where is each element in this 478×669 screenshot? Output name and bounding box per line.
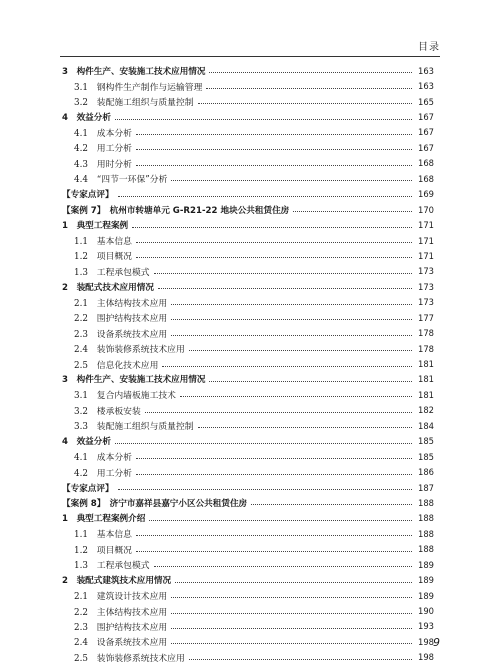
toc-entry-label: 4.2 用工分析 (74, 468, 132, 479)
toc-entry[interactable] (62, 356, 434, 371)
dot-leader (293, 211, 412, 212)
toc-entry-page: 171 (418, 250, 434, 261)
dot-leader (145, 412, 412, 413)
toc-entry-label: 1.1 基本信息 (74, 237, 132, 248)
toc-entry-label: 3.1 复合内墙板施工技术 (74, 391, 176, 402)
dot-leader (251, 504, 412, 505)
dot-leader (136, 257, 412, 258)
toc-entry[interactable] (62, 217, 434, 232)
toc-entry-label: 2.1 建筑设计技术应用 (74, 592, 168, 603)
toc-entry[interactable] (62, 310, 434, 325)
toc-entry-page: 171 (418, 220, 434, 231)
toc-entry-label: 2.3 设备系统技术应用 (74, 329, 168, 340)
dot-leader (189, 350, 412, 351)
toc-entry-label: 4 效益分析 (62, 113, 111, 124)
toc-entry-page: 171 (418, 235, 434, 246)
toc-entry[interactable] (62, 480, 434, 495)
dot-leader (158, 288, 412, 289)
toc-entry-page: 167 (418, 127, 434, 138)
toc-entry-page: 188 (418, 513, 434, 524)
toc-entry-page: 198 (418, 636, 434, 647)
toc-entry-page: 163 (418, 65, 434, 76)
dot-leader (136, 242, 412, 243)
toc-entry-page: 168 (418, 173, 434, 184)
dot-leader (171, 597, 412, 598)
toc-entry[interactable] (62, 619, 434, 634)
toc-entry-page: 189 (418, 590, 434, 601)
toc-entry[interactable] (62, 526, 434, 541)
toc-entry-page: 184 (418, 420, 434, 431)
toc-entry-page: 170 (418, 204, 434, 215)
dot-leader (189, 659, 412, 660)
toc-entry-label: 1 典型工程案例 (62, 221, 129, 232)
dot-leader (115, 443, 412, 444)
toc-entry-page: 181 (418, 374, 434, 385)
toc-entry[interactable] (62, 372, 434, 387)
toc-entry-label: 2.5 信息化技术应用 (74, 360, 159, 371)
toc-entry-label: 1.2 项目概况 (74, 545, 132, 556)
toc-entry[interactable] (62, 511, 434, 526)
dot-leader (180, 396, 412, 397)
toc-entry[interactable] (62, 94, 434, 109)
toc-entry-label: 4.2 用工分析 (74, 144, 132, 155)
toc-entry-page: 168 (418, 158, 434, 169)
page-number: 9 (433, 636, 440, 649)
toc-entry-label: 2.3 围护结构技术应用 (74, 622, 168, 633)
toc-entry[interactable] (62, 295, 434, 310)
toc-entry-page: 189 (418, 559, 434, 570)
dot-leader (171, 335, 412, 336)
toc-entry-page: 178 (418, 328, 434, 339)
toc-entry[interactable] (62, 341, 434, 356)
header-rule (60, 56, 440, 57)
dot-leader (206, 88, 412, 89)
dot-leader (162, 366, 412, 367)
dot-leader (198, 103, 412, 104)
toc-entry-label: 2.2 主体结构技术应用 (74, 607, 168, 618)
toc-entry-label: 3.3 装配施工组织与质量控制 (74, 422, 194, 433)
toc-entry-label: 2 装配式技术应用情况 (62, 282, 154, 293)
toc-entry[interactable] (62, 418, 434, 433)
dot-leader (132, 227, 412, 228)
toc-entry-label: 3.1 钢构件生产制作与运输管理 (74, 82, 203, 93)
toc-entry-page: 173 (418, 297, 434, 308)
dot-leader (149, 520, 412, 521)
toc-entry[interactable] (62, 557, 434, 572)
toc-entry-page: 173 (418, 281, 434, 292)
toc-entry-label: 2.5 装饰装修系统技术应用 (74, 653, 185, 664)
dot-leader (136, 149, 412, 150)
toc-entry[interactable] (62, 588, 434, 603)
toc-entry[interactable] (62, 187, 434, 202)
dot-leader (136, 551, 412, 552)
toc-entry-page: 188 (418, 544, 434, 555)
dot-leader (154, 273, 412, 274)
toc-entry-label: 4.1 成本分析 (74, 453, 132, 464)
toc-entry[interactable] (62, 449, 434, 464)
toc-entry[interactable] (62, 387, 434, 402)
table-of-contents (62, 63, 434, 665)
running-header-title: 目录 (418, 42, 440, 53)
toc-entry-page: 181 (418, 389, 434, 400)
toc-entry-label: 1.3 工程承包模式 (74, 267, 150, 278)
toc-entry-page: 187 (418, 482, 434, 493)
toc-entry-page: 177 (418, 312, 434, 323)
toc-entry-label: 1.2 项目概况 (74, 252, 132, 263)
dot-leader (154, 566, 412, 567)
toc-entry[interactable] (62, 279, 434, 294)
toc-entry-page: 198 (418, 652, 434, 663)
toc-entry-page: 178 (418, 343, 434, 354)
dot-leader (171, 180, 412, 181)
dot-leader (171, 304, 412, 305)
toc-entry-label: 4.4 “四节一环保”分析 (74, 175, 168, 186)
toc-entry[interactable] (62, 325, 434, 340)
toc-entry[interactable] (62, 634, 434, 649)
toc-entry[interactable] (62, 202, 434, 217)
toc-entry[interactable] (62, 650, 434, 665)
toc-entry-label: 1 典型工程案例介绍 (62, 514, 146, 525)
toc-entry[interactable] (62, 125, 434, 140)
dot-leader (118, 489, 412, 490)
dot-leader (171, 643, 412, 644)
dot-leader (171, 628, 412, 629)
dot-leader (115, 119, 412, 120)
toc-entry-label: 3.2 楼承板安装 (74, 406, 141, 417)
toc-entry[interactable] (62, 140, 434, 155)
toc-entry-label: 4 效益分析 (62, 437, 111, 448)
toc-entry[interactable] (62, 464, 434, 479)
toc-entry-page: 167 (418, 142, 434, 153)
toc-entry-label: 【专家点评】 (62, 190, 114, 201)
toc-entry-page: 182 (418, 405, 434, 416)
toc-entry-page: 185 (418, 436, 434, 447)
toc-entry-page: 188 (418, 497, 434, 508)
toc-entry-page: 181 (418, 359, 434, 370)
dot-leader (136, 474, 412, 475)
toc-entry[interactable] (62, 78, 434, 93)
toc-entry[interactable] (62, 109, 434, 124)
toc-entry-page: 185 (418, 451, 434, 462)
toc-entry-page: 190 (418, 606, 434, 617)
toc-entry-page: 167 (418, 112, 434, 123)
toc-entry-label: 1.3 工程承包模式 (74, 561, 150, 572)
toc-entry-page: 188 (418, 528, 434, 539)
toc-entry-page: 165 (418, 96, 434, 107)
toc-entry-page: 169 (418, 189, 434, 200)
toc-entry-label: 2.4 设备系统技术应用 (74, 638, 168, 649)
toc-entry[interactable] (62, 542, 434, 557)
toc-entry[interactable] (62, 572, 434, 587)
toc-entry-label: 4.3 用时分析 (74, 159, 132, 170)
toc-entry-label: 2 装配式建筑技术应用情况 (62, 576, 172, 587)
toc-entry-label: 4.1 成本分析 (74, 128, 132, 139)
toc-entry[interactable] (62, 248, 434, 263)
toc-entry-label: 【案例 7】 杭州市转塘单元 G-R21-22 地块公共租赁住房 (62, 205, 290, 216)
toc-entry-label: 3 构件生产、安装施工技术应用情况 (62, 66, 206, 77)
toc-entry-page: 163 (418, 81, 434, 92)
toc-entry[interactable] (62, 495, 434, 510)
toc-entry-page: 193 (418, 621, 434, 632)
toc-entry-page: 186 (418, 467, 434, 478)
dot-leader (136, 458, 412, 459)
toc-entry-label: 【专家点评】 (62, 483, 114, 494)
dot-leader (175, 582, 412, 583)
toc-entry-label: 2.1 主体结构技术应用 (74, 298, 168, 309)
toc-entry[interactable] (62, 156, 434, 171)
toc-entry-label: 3 构件生产、安装施工技术应用情况 (62, 375, 206, 386)
toc-entry-label: 2.2 围护结构技术应用 (74, 314, 168, 325)
toc-entry-label: 【案例 8】 济宁市嘉祥县嘉宁小区公共租赁住房 (62, 498, 248, 509)
toc-entry[interactable] (62, 63, 434, 78)
toc-entry-label: 3.2 装配施工组织与质量控制 (74, 98, 194, 109)
toc-entry-label: 1.1 基本信息 (74, 530, 132, 541)
toc-entry[interactable] (62, 264, 434, 279)
dot-leader (171, 613, 412, 614)
toc-entry[interactable] (62, 434, 434, 449)
toc-entry-label: 2.4 装饰装修系统技术应用 (74, 345, 185, 356)
dot-leader (136, 165, 412, 166)
dot-leader (209, 381, 412, 382)
toc-entry[interactable] (62, 233, 434, 248)
toc-entry[interactable] (62, 171, 434, 186)
toc-entry-page: 173 (418, 266, 434, 277)
toc-entry-page: 189 (418, 575, 434, 586)
dot-leader (171, 319, 412, 320)
dot-leader (198, 427, 412, 428)
dot-leader (136, 535, 412, 536)
dot-leader (209, 72, 412, 73)
dot-leader (136, 134, 412, 135)
dot-leader (118, 196, 412, 197)
toc-entry[interactable] (62, 403, 434, 418)
toc-entry[interactable] (62, 603, 434, 618)
